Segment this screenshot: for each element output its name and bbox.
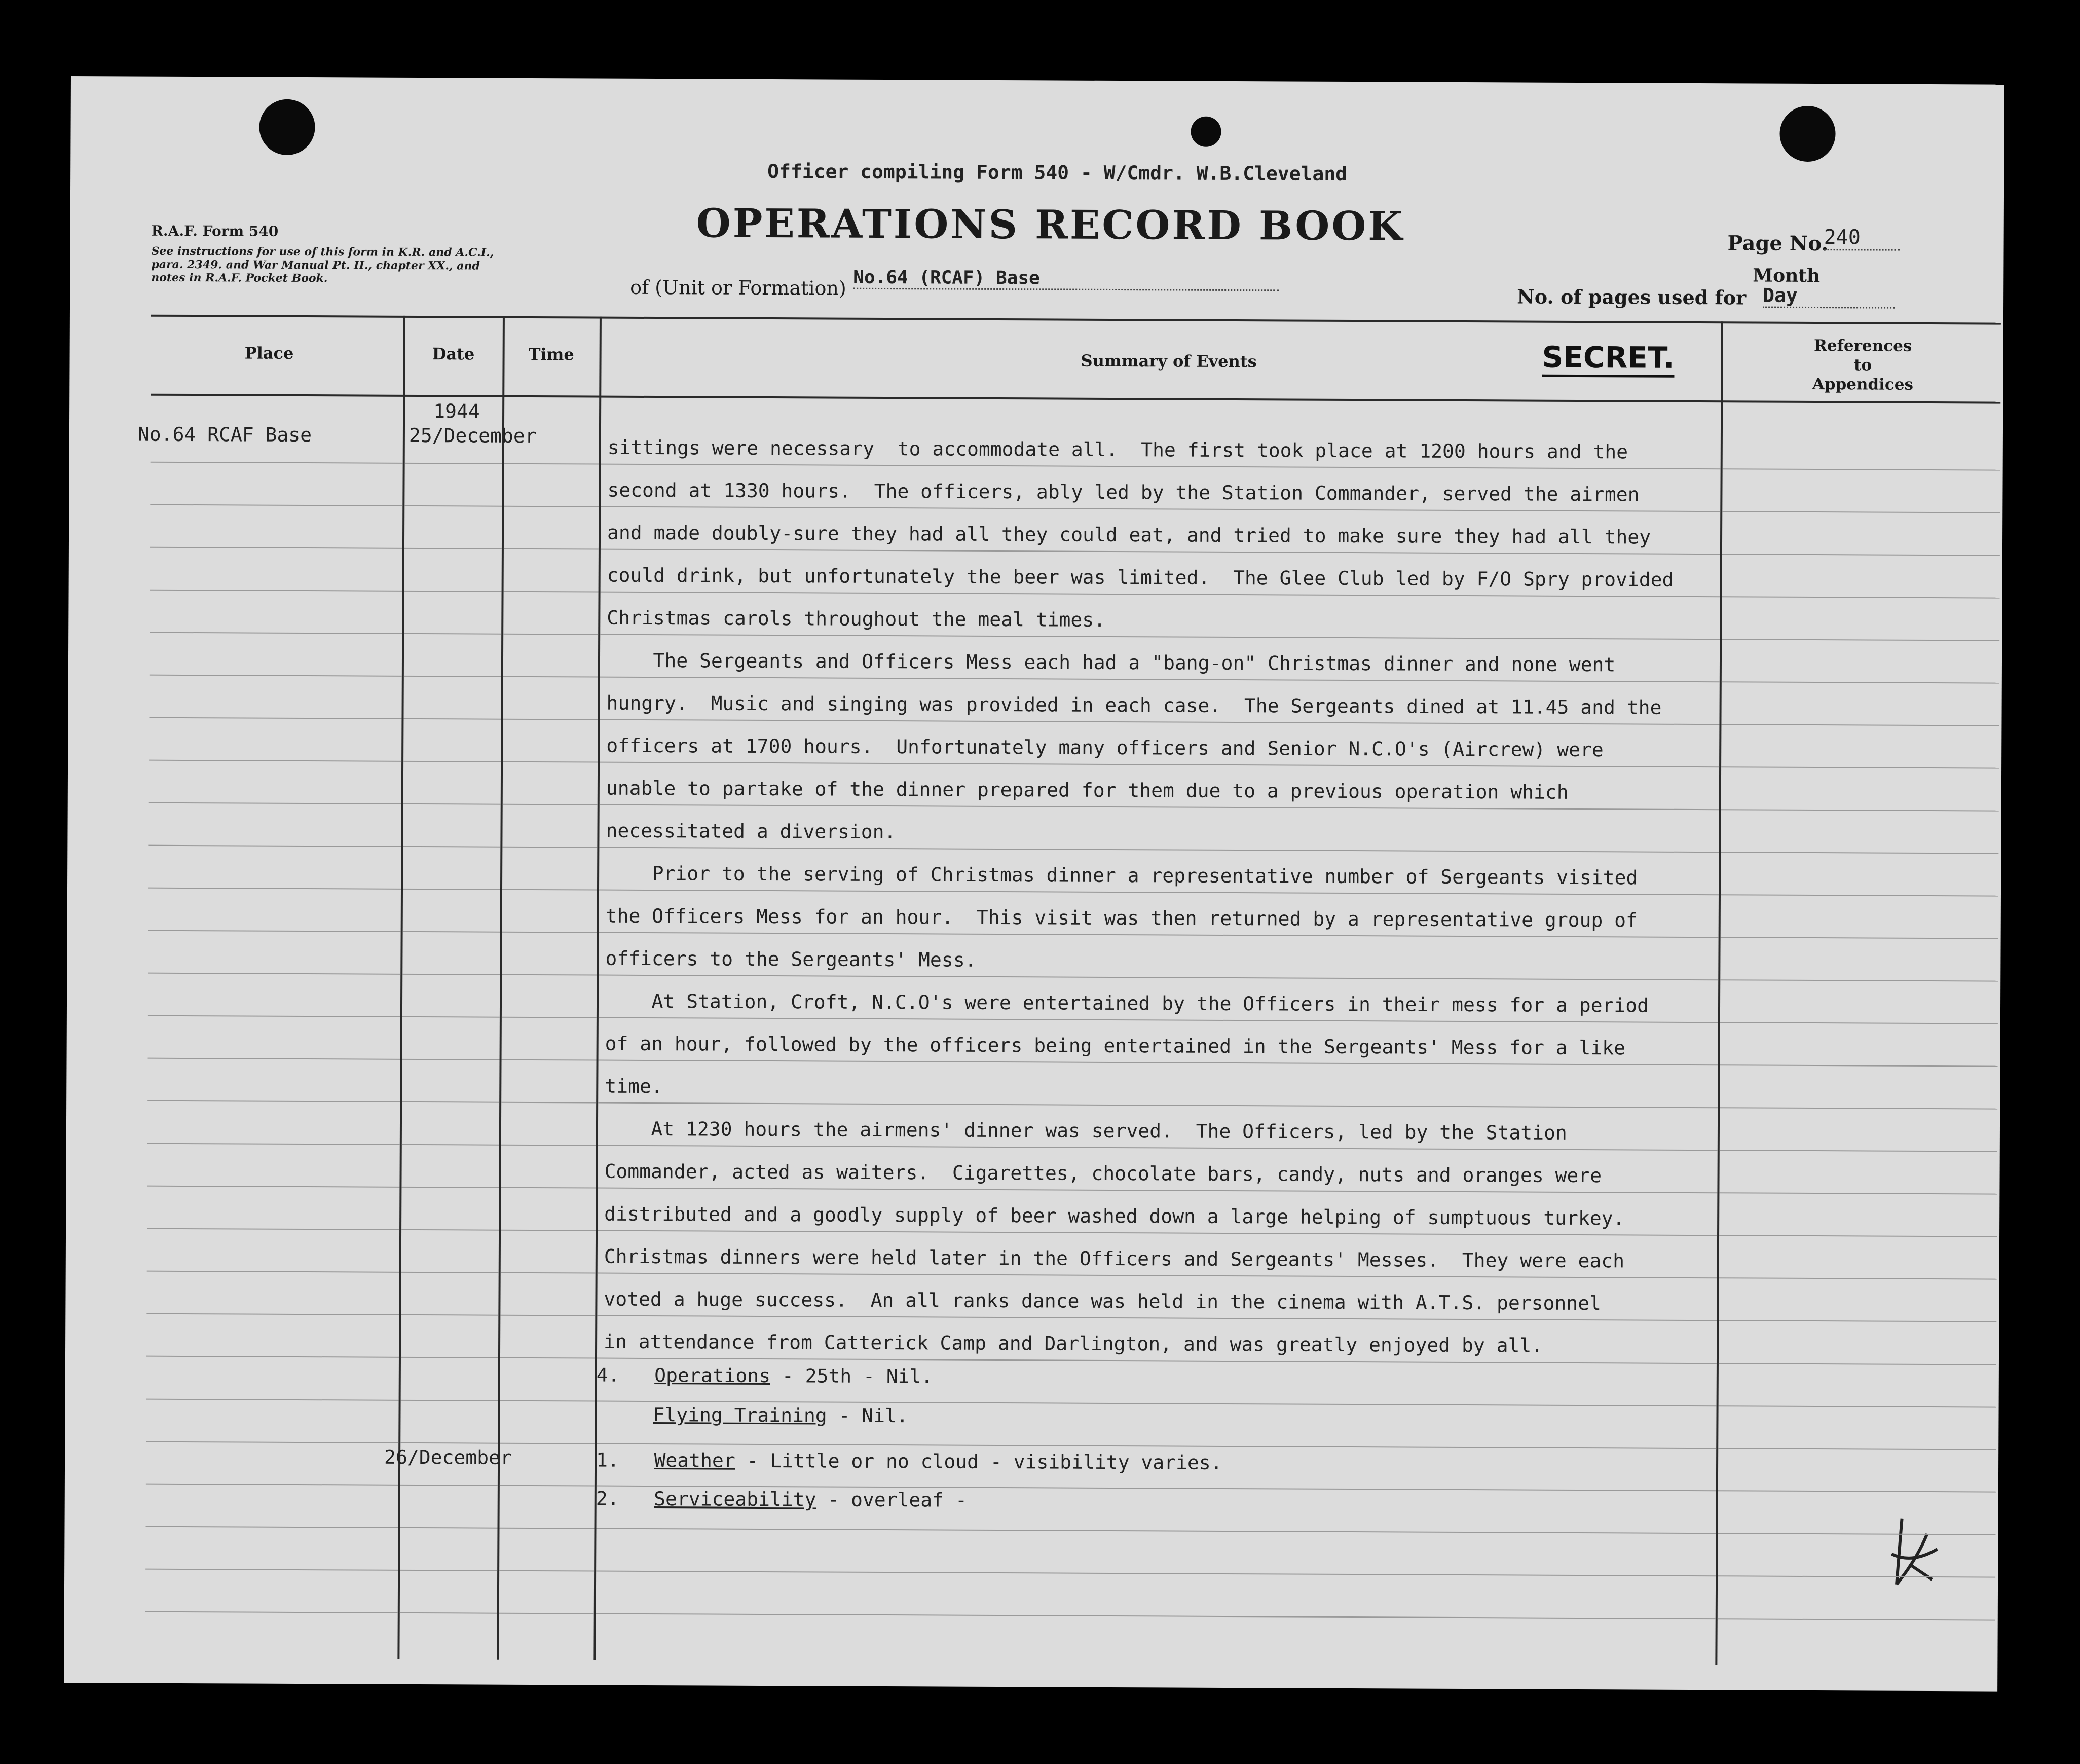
summary-line: unable to partake of the dinner prepared for them due to a previous operation which [606,777,1569,803]
ruled-line [145,1611,398,1613]
ruled-line [401,1229,499,1231]
ruled-line [401,1314,498,1316]
ruled-line [400,1612,497,1614]
ruled-line [402,974,500,975]
summary-line: hungry. Music and singing was provided in each case. The Sergeants dined at 11.45 and the [606,691,1662,719]
ruled-line [400,1485,498,1486]
ruled-line [500,1357,595,1359]
ruled-line [148,888,401,890]
ruled-line [596,1571,1716,1577]
ruled-line [150,547,402,549]
ruled-line [599,847,1719,853]
ruled-line [403,846,500,848]
ruled-lines [71,76,2004,85]
ruled-line [501,1102,596,1104]
summary-line: officers to the Sergeants' Mess. [605,947,977,971]
ruled-line [146,1399,399,1401]
form-instructions: See instructions for use of this form in K.R. and A.C.I., para. 2349. and War Manual Pt. II., chapter XX., and notes in R.A.F. Pocket Book. [151,244,494,285]
ruled-line [403,931,500,933]
summary-line: voted a huge success. An all ranks dance was held in the cinema with A.T.S. personnel [604,1288,1602,1315]
ruled-line [503,804,598,805]
record-sheet [64,76,2004,1692]
ruled-line [150,504,402,506]
col-header-date: Date [432,344,475,364]
ruled-line [403,803,501,805]
ruled-line [403,761,501,762]
year-entry: 1944 [433,400,480,423]
ruled-line [502,889,597,891]
ruled-line [1718,1618,1995,1620]
ruled-line [501,1187,596,1189]
ruled-line [403,718,501,720]
ruled-line [500,1315,595,1316]
ruled-line [404,633,501,635]
ruled-line [1721,809,1999,811]
ruled-line [1720,1064,1998,1067]
ruled-line [597,1358,1717,1364]
ruled-line [1722,596,2000,598]
ruled-line [599,932,1719,938]
ruled-line [400,1527,498,1529]
item-weather: 1. Weather - Little or no cloud - visibility varies. [596,1449,1222,1474]
ruled-line [146,1484,398,1486]
ruled-line [1721,724,1999,726]
ruled-line [402,1016,500,1018]
ruled-line [1723,468,2000,470]
ruled-line [148,973,400,975]
ruled-line [601,549,1720,555]
ruled-line [1720,1150,1997,1152]
ruled-line [601,506,1720,512]
ruled-line [502,847,597,848]
ruled-line [503,634,598,635]
page-value: 240 [1824,226,1900,251]
ruled-line [1720,1022,1998,1024]
ruled-line [598,1230,1717,1236]
ruled-line [599,890,1719,896]
ruled-line [150,675,402,677]
summary-line: second at 1330 hours. The officers, ably led by the Station Commander, served the airmen [607,479,1640,506]
ruled-line [504,463,599,465]
unit-label: of (Unit or Formation) [630,276,846,300]
summary-line: time. [605,1075,663,1098]
summary-line: At 1230 hours the airmens' dinner was served. The Officers, led by the Station [604,1117,1567,1144]
ruled-line [402,1059,500,1060]
unit-value: No.64 (RCAF) Base [853,267,1279,291]
ruled-line [599,1060,1718,1066]
ruled-line [146,1441,398,1443]
ruled-line [500,1528,595,1529]
ruled-line [146,1313,399,1315]
item-heading: Weather [654,1449,735,1472]
ruled-line [1722,681,1999,683]
ruled-line [403,889,500,890]
ruled-line [598,1102,1718,1109]
col-header-place: Place [244,343,294,363]
ruled-line [502,932,597,933]
ruled-line [404,505,502,507]
ruled-line [1718,1533,1995,1535]
ruled-line [504,548,599,550]
ruled-line [151,462,403,464]
ruled-line [502,974,597,976]
summary-line: Christmas dinners were held later in the Officers and Sergeants' Messes. They were each [604,1245,1625,1272]
ruled-line [1719,1277,1997,1279]
ruled-line [401,1357,498,1358]
ruled-line [145,1569,398,1571]
ruled-line [150,632,402,634]
ruled-line [147,1186,399,1188]
ruled-line [150,590,402,592]
summary-line: Christmas carols throughout the meal times. [607,606,1106,631]
ruled-line [600,677,1720,683]
pages-used-value: Day [1763,284,1895,309]
table-top-rule [151,315,2001,325]
ruled-line [149,760,401,762]
item-heading: Operations [654,1364,771,1387]
ruled-line [148,930,401,932]
ruled-line [503,761,598,763]
ruled-line [148,845,401,847]
ruled-line [1722,511,2000,513]
ruled-line [601,464,1721,470]
ruled-line [598,1273,1717,1279]
summary-line: The Sergeants and Officers Mess each had a "bang-on" Christmas dinner and none went [606,649,1616,676]
header-bottom-rule [151,394,2000,404]
ruled-line [148,1058,400,1060]
col-header-time: Time [528,344,574,364]
ruled-line [400,1570,497,1571]
ruled-line [1719,1320,1996,1322]
ruled-line [404,548,502,549]
ruled-line [1719,1235,1997,1237]
ruled-line [1720,979,1998,981]
ruled-line [600,804,1719,811]
ruled-line [601,592,1720,598]
ruled-line [597,1315,1717,1321]
ruled-line [597,1528,1716,1534]
summary-line: sittings were necessary to accommodate all. The first took place at 1200 hours and the [607,436,1628,463]
item-heading: Flying Training [653,1404,827,1427]
ruled-line [1718,1575,1995,1577]
ruled-line [503,719,598,720]
ruled-line [147,1271,399,1273]
ruled-line [1718,1448,1996,1450]
ruled-line [405,463,502,464]
ruled-line [600,762,1719,768]
ruled-line [1719,1192,1997,1194]
ruled-line [1721,937,1998,939]
col-header-summary: Summary of Events [1081,351,1257,372]
binder-hole-center [1191,117,1221,147]
ruled-line [599,975,1718,981]
ruled-line [600,719,1719,725]
date-entry-26: 26/December [384,1446,512,1469]
summary-line: of an hour, followed by the officers being entertained in the Sergeants' Mess for a like [605,1032,1626,1059]
ruled-line [402,1101,499,1103]
summary-line: Prior to the serving of Christmas dinner a representative number of Sergeants visited [606,862,1638,889]
ruled-line [499,1613,594,1614]
ruled-line [401,1400,498,1401]
ruled-line [499,1570,594,1572]
item-flying-training: Flying Training - Nil. [653,1404,908,1427]
ruled-line [1719,1405,1996,1407]
ruled-line [147,1100,400,1102]
ruled-line [501,1145,596,1146]
col-divider-summary [1715,321,1723,1665]
form-name: R.A.F. Form 540 [151,222,279,240]
ruled-line [500,1443,595,1444]
item-heading: Serviceability [654,1488,816,1511]
ruled-line [400,1442,498,1444]
binder-hole-right [1779,106,1835,162]
ruled-line [597,1443,1716,1449]
item-serviceability: 2. Serviceability - overleaf - [596,1487,967,1512]
summary-line: in attendance from Catterick Camp and Darlington, and was greatly enjoyed by all. [604,1330,1543,1357]
summary-line: distributed and a goodly supply of beer washed down a large helping of sumptuous turkey. [604,1202,1625,1230]
ruled-line [401,1187,499,1188]
ruled-line [599,1017,1718,1023]
ruled-line [502,1017,597,1018]
ruled-line [1721,852,1998,854]
ruled-line [147,1228,399,1230]
ruled-line [146,1526,398,1528]
summary-line: Commander, acted as waiters. Cigarettes, chocolate bars, candy, nuts and oranges were [604,1160,1602,1187]
summary-line: officers at 1700 hours. Unfortunately many officers and Senior N.C.O's (Aircrew) were [606,734,1604,761]
ruled-line [500,1400,595,1402]
ruled-line [404,591,502,592]
binder-hole-left [259,99,315,155]
ruled-line [149,802,401,804]
page-title: OPERATIONS RECORD BOOK [696,200,1405,250]
ruled-line [401,1272,499,1273]
ruled-line [501,1272,596,1274]
ruled-line [504,506,599,507]
place-entry: No.64 RCAF Base [137,423,312,447]
ruled-line [148,1015,400,1017]
ruled-line [404,676,501,677]
initials-signature [1881,1503,1943,1605]
ruled-line [1721,894,1998,896]
ruled-line [147,1143,400,1145]
ruled-line [596,1613,1716,1620]
summary-line: At Station, Croft, N.C.O's were entertained by the Officers in their mess for a period [605,989,1649,1017]
ruled-line [1720,1107,1997,1109]
summary-line: could drink, but unfortunately the beer was limited. The Glee Club led by F/O Spry provided [607,564,1674,591]
ruled-line [504,591,599,593]
ruled-line [501,1230,596,1231]
ruled-line [149,717,401,719]
summary-line: and made doubly-sure they had all they could eat, and tried to make sure they had all they [607,521,1651,548]
secret-stamp: SECRET. [1542,340,1674,378]
ruled-line [598,1145,1718,1151]
ruled-line [146,1356,399,1358]
page-label: Page No. [1727,231,1829,256]
date-entry-25: 25/December [408,424,537,448]
ruled-line [598,1188,1717,1194]
month-label: Month [1753,265,1821,287]
summary-line: the Officers Mess for an hour. This visit was then returned by a representative group of [605,904,1638,932]
ruled-line [600,634,1720,640]
officer-compiling: Officer compiling Form 540 - W/Cmdr. W.B.Cleveland [767,160,1348,185]
ruled-line [1722,639,1999,641]
summary-line: necessitated a diversion. [606,819,896,843]
ruled-line [503,676,598,678]
item-operations: 4. Operations - 25th - Nil. [596,1364,933,1388]
ruled-line [402,1144,499,1146]
ruled-line [1719,1363,1996,1365]
ruled-line [502,1059,597,1061]
ruled-line [1722,554,2000,556]
summary-body [604,436,1723,1357]
pages-used-label: No. of pages used for [1517,285,1747,309]
ruled-line [1718,1490,1996,1492]
ruled-line [1721,766,1999,768]
col-header-references: References to Appendices [1812,337,1914,394]
ruled-line [500,1485,595,1487]
